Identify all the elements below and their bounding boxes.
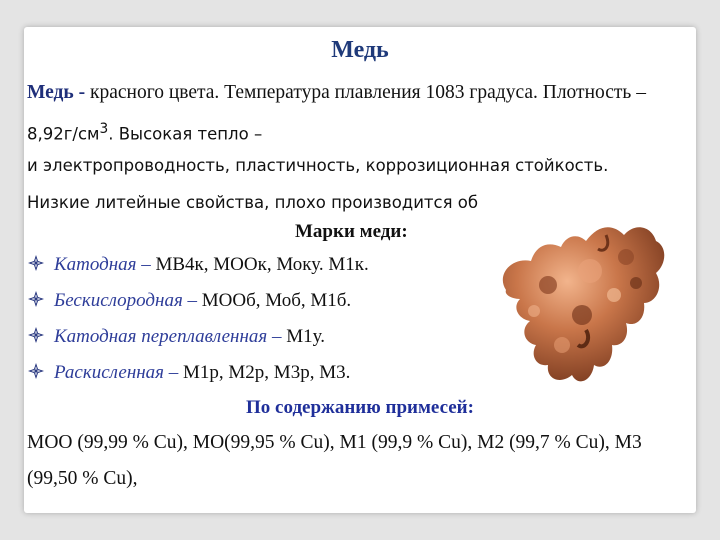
intro-term: Медь - xyxy=(27,82,86,103)
grade-name: Катодная переплавленная xyxy=(54,326,268,347)
grade-values: МООб, Моб, М1б. xyxy=(201,290,352,311)
copper-nugget-image xyxy=(486,195,676,395)
grades-heading: Марки меди: xyxy=(295,221,408,242)
intro-line-1 xyxy=(27,82,646,104)
grade-dash: – xyxy=(164,362,184,383)
density-exponent: 3 xyxy=(99,121,109,137)
diamond-bullet-icon xyxy=(28,327,44,343)
diamond-bullet-icon xyxy=(28,291,44,307)
intro-line-3: и электропроводность, пластичность, коррозиционная стойкость. xyxy=(27,156,609,175)
grade-dash: – xyxy=(136,254,156,275)
grade-name: Бескислородная xyxy=(54,290,183,311)
grade-values: М1у. xyxy=(286,326,325,347)
grade-dash: – xyxy=(182,290,202,311)
grade-values: М1р, М2р, М3р, М3. xyxy=(183,362,351,383)
diamond-bullet-icon xyxy=(28,363,44,379)
grade-dash: – xyxy=(267,326,287,347)
grade-name: Раскисленная xyxy=(54,362,165,383)
grade-item xyxy=(28,326,325,348)
diamond-bullet-icon xyxy=(28,255,44,271)
intro-line-1-text: красного цвета. Температура плавления 1083 градуса. Плотность – xyxy=(85,82,646,103)
density-value: 8,92г/см xyxy=(27,124,100,144)
slide xyxy=(24,27,696,513)
impurities-line-2: (99,50 % Cu), xyxy=(27,468,138,489)
grade-item xyxy=(28,290,351,312)
impurities-line-1: МОО (99,99 % Cu), МО(99,95 % Cu), М1 (99,9 % Cu), М2 (99,7 % Cu), М3 xyxy=(27,432,642,453)
slide-title: Медь xyxy=(331,37,389,63)
grade-values: МВ4к, МООк, Моку. М1к. xyxy=(155,254,369,275)
grade-name: Катодная xyxy=(54,254,137,275)
grade-item xyxy=(28,362,350,384)
intro-line-4: Низкие литейные свойства, плохо производится об xyxy=(27,193,479,212)
intro-line-2-text: . Высокая тепло – xyxy=(108,124,263,144)
grade-item xyxy=(28,254,369,276)
impurities-heading: По содержанию примесей: xyxy=(246,397,474,418)
intro-line-2 xyxy=(27,121,262,144)
